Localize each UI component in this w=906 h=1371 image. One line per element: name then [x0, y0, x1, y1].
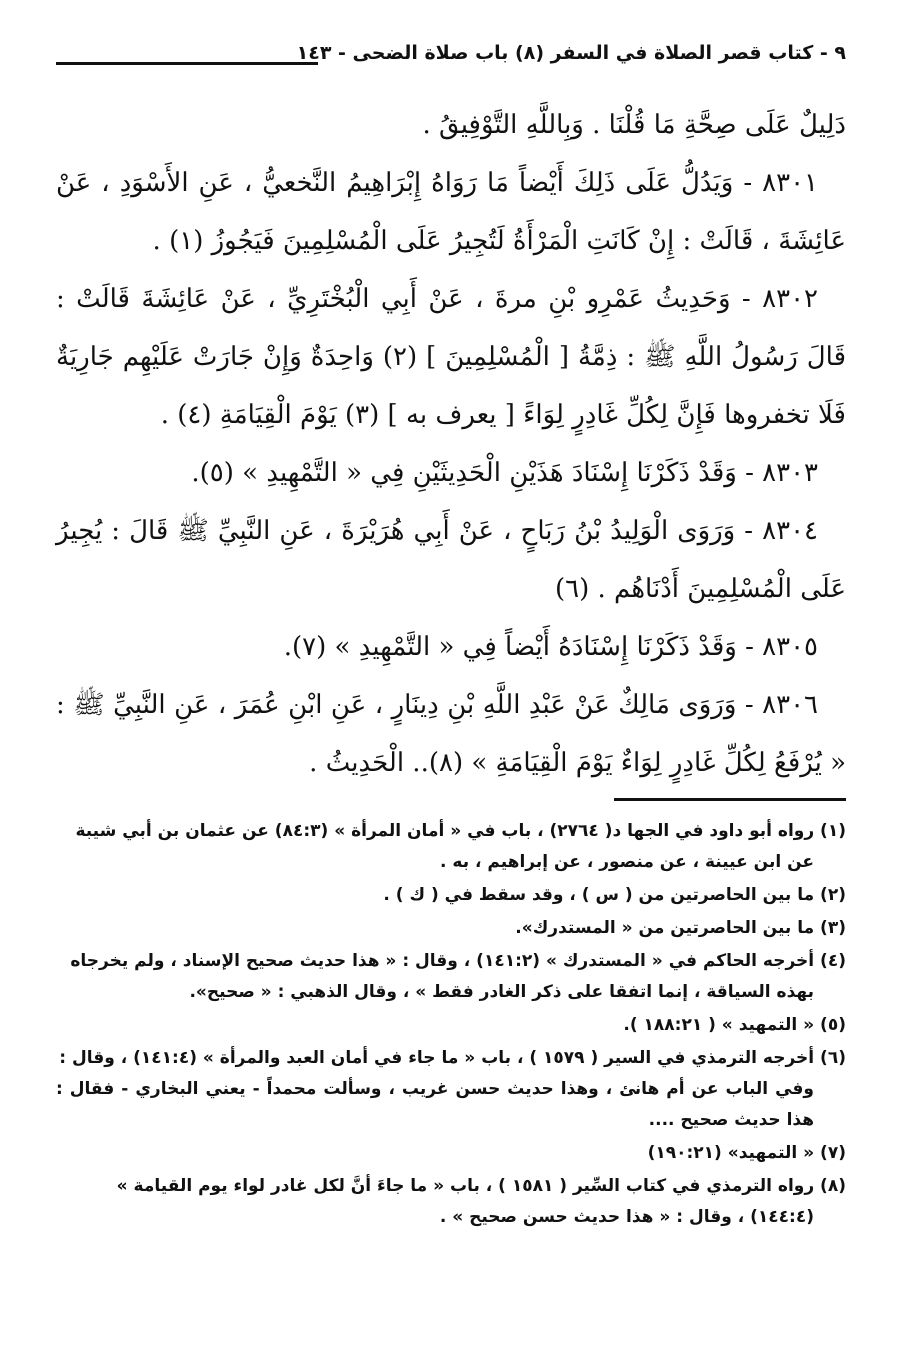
- running-header: [56, 40, 846, 76]
- footnote-continuation: (١٤٤:٤) ، وقال : « هذا حديث حسن صحيح » .: [439, 1207, 814, 1227]
- main-text: [56, 96, 846, 792]
- paragraph-8304: ٨٣٠٤ - وَرَوَى الْوَلِيدُ بْنُ رَبَاحٍ ، عَنْ أَبِي هُرَيْرَةَ ، عَنِ النَّبِيِّ ﷺ قَالَ : يُجِيرُ عَلَى الْمُسْلِمِينَ أَدْنَاهُم . (٦): [56, 516, 846, 604]
- footnote-separator: [614, 798, 846, 801]
- footnote-7: [56, 1138, 846, 1169]
- footnote-6: [56, 1043, 846, 1136]
- footnote-text: (٨) رواه الترمذي في كتاب السِّير ( ١٥٨١ ) ، باب « ما جاءَ أنَّ لكل غادر لواء يوم القيامة »: [116, 1176, 846, 1196]
- footnote-text: (٦) أخرجه الترمذي في السير ( ١٥٧٩ ) ، باب « ما جاء في أمان العبد والمرأة » (١٤١:٤) ، وقال :: [59, 1048, 846, 1068]
- footnote-5: [56, 1010, 846, 1041]
- footnotes: [56, 816, 846, 1235]
- footnote-continuation: وفي الباب عن أم هانئ ، وهذا حديث حسن غريب ، وسألت محمداً - يعني البخاري - فقال : هذا حديث صحيح ....: [56, 1079, 814, 1130]
- paragraph-8302: ٨٣٠٢ - وَحَدِيثُ عَمْرِو بْنِ مرةَ ، عَنْ أَبِي الْبُخْتَرِيِّ ، عَنْ عَائِشَةَ قَالَتْ : قَالَ رَسُولُ اللَّهِ ﷺ : ذِمَّةُ [ الْمُسْلِمِينَ ] (٢) وَاحِدَةٌ وَإِنْ جَارَتْ عَلَيْهِم جَارِيَةٌ فَلَا تخفروها فَإِنَّ لِكُلِّ غَادِرٍ لِوَاءً [ يعرف به ] (٣) يَوْمَ الْقِيَامَةِ (٤) .: [56, 284, 847, 430]
- footnote-text: (٧) « التمهيد» (١٩٠:٢١): [647, 1143, 846, 1163]
- footnote-1: [56, 816, 846, 878]
- paragraph-intro: دَلِيلٌ عَلَى صِحَّةِ مَا قُلْنَا . وَبِاللَّهِ التَّوْفِيقُ .: [422, 110, 846, 140]
- footnote-text: (٣) ما بين الحاصرتين من « المستدرك».: [515, 918, 846, 938]
- paragraph-8303: ٨٣٠٣ - وَقَدْ ذَكَرْنَا إِسْنَادَ هَذَيْنِ الْحَدِيثَيْنِ فِي « التَّمْهِيدِ » (٥).: [191, 458, 818, 488]
- footnote-text: (٥) « التمهيد » ( ١٨٨:٢١ ).: [623, 1015, 846, 1035]
- footnote-continuation: بهذه السياقة ، إنما اتفقا على ذكر الغادر فقط » ، وقال الذهبي : « صحيح».: [189, 982, 814, 1002]
- paragraph-8306: ٨٣٠٦ - وَرَوَى مَالِكٌ عَنْ عَبْدِ اللَّهِ بْنِ دِينَارٍ ، عَنِ ابْنِ عُمَرَ ، عَنِ النَّبِيِّ ﷺ : « يُرْفَعُ لِكُلِّ غَادِرٍ لِوَاءٌ يَوْمَ الْقِيَامَةِ » (٨).. الْحَدِيثُ .: [56, 690, 846, 778]
- footnote-text: (١) رواه أبو داود في الجها د( ٢٧٦٤) ، باب في « أمان المرأة » (٨٤:٣) عن عثمان بن أبي شيبة: [75, 821, 846, 841]
- footnote-3: [56, 913, 846, 944]
- paragraph-8305: ٨٣٠٥ - وَقَدْ ذَكَرْنَا إِسْنَادَهُ أَيْضاً فِي « التَّمْهِيدِ » (٧).: [283, 632, 818, 662]
- footnote-continuation: عن ابن عيينة ، عن منصور ، عن إبراهيم ، به .: [440, 852, 814, 872]
- footnote-text: (٤) أخرجه الحاكم في « المستدرك » (١٤١:٢) ، وقال : « هذا حديث صحيح الإسناد ، ولم يخرجاه: [70, 951, 846, 971]
- header-rule: [56, 62, 318, 65]
- footnote-text: (٢) ما بين الحاصرتين من ( س ) ، وقد سقط في ( ك ) .: [383, 885, 846, 905]
- footnote-8: [56, 1171, 846, 1233]
- footnote-2: [56, 880, 846, 911]
- paragraph-8301: ٨٣٠١ - وَيَدُلُّ عَلَى ذَلِكَ أَيْضاً مَا رَوَاهُ إِبْرَاهِيمُ النَّخعيُّ ، عَنِ الأَسْوَدِ ، عَنْ عَائِشَةَ ، قَالَتْ : إِنْ كَانَتِ الْمَرْأَةُ لَتُجِيرُ عَلَى الْمُسْلِمِينَ فَيَجُوزُ (١) .: [56, 168, 846, 256]
- header-title: ٩ - كتاب قصر الصلاة في السفر (٨) باب صلاة الضحى - ١٤٣: [296, 42, 846, 64]
- footnote-4: [56, 946, 846, 1008]
